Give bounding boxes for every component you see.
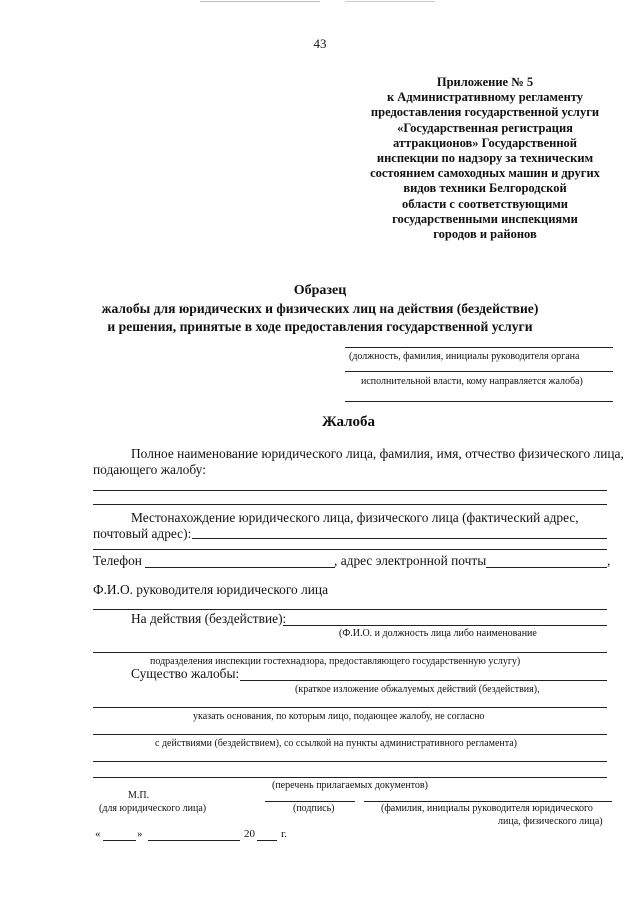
head-field[interactable] <box>93 609 607 610</box>
signature-field[interactable] <box>265 801 355 802</box>
sample-title: Образец <box>293 283 347 298</box>
name-hint-2: лица, физического лица) <box>498 816 603 827</box>
essence-hint-2: указать основания, по которым лицо, подающее жалобу, не согласно <box>193 711 485 722</box>
docs-field-1[interactable] <box>93 761 607 762</box>
docs-hint: (перечень прилагаемых документов) <box>272 780 428 791</box>
complaint-heading: Жалоба <box>322 414 376 430</box>
appendix-line: предоставления государственной услуги <box>370 105 600 120</box>
appendix-line: государственными инспекциями <box>392 211 578 226</box>
appendix-line: аттракционов» Государственной <box>392 135 577 150</box>
date-quote-close: » <box>137 828 143 840</box>
email-label: , адрес электронной почты <box>334 553 487 568</box>
essence-hint-1: (краткое изложение обжалуемых действий (бездействия), <box>295 684 540 695</box>
name-field[interactable] <box>364 801 612 802</box>
appendix-line: к Административному регламенту <box>386 90 583 105</box>
essence-field-2[interactable] <box>93 707 607 708</box>
fullname-label-2: подающего жалобу: <box>93 462 206 477</box>
addressee-field-1[interactable] <box>345 347 613 348</box>
essence-field[interactable] <box>240 680 607 681</box>
stamp-place-hint: (для юридического лица) <box>99 803 207 814</box>
sample-subtitle-1: жалобы для юридических и физических лиц на действия (бездействие) <box>101 301 539 316</box>
addressee-field-3[interactable] <box>345 401 613 402</box>
appendix-line: «Государственная регистрация <box>397 120 573 135</box>
actions-field[interactable] <box>283 625 607 626</box>
phone-label: Телефон <box>93 553 142 568</box>
date-year-suffix: г. <box>281 828 288 840</box>
location-label-1: Местонахождение юридического лица, физического лица (фактический адрес, <box>131 510 579 525</box>
email-field[interactable] <box>486 567 607 568</box>
addressee-field-2[interactable] <box>345 371 613 372</box>
stamp-place-label: М.П. <box>128 790 150 801</box>
actions-label: На действия (бездействие): <box>131 611 287 626</box>
page-number: 43 <box>313 36 327 51</box>
location-field-2[interactable] <box>93 549 607 550</box>
location-field-1[interactable] <box>192 538 607 539</box>
head-label: Ф.И.О. руководителя юридического лица <box>93 582 329 597</box>
fullname-field-1[interactable] <box>93 490 607 491</box>
appendix-line: состоянием самоходных машин и других <box>370 166 600 181</box>
actions-hint-1: (Ф.И.О. и должность лица либо наименование <box>339 628 537 639</box>
fullname-field-2[interactable] <box>93 504 607 505</box>
date-day-field[interactable] <box>103 840 136 841</box>
appendix-line: городов и районов <box>433 227 537 242</box>
appendix-line: Приложение № 5 <box>436 75 534 89</box>
phone-field[interactable] <box>145 567 335 568</box>
date-quote-open: « <box>95 828 101 840</box>
date-month-field[interactable] <box>148 840 240 841</box>
docs-field-2[interactable] <box>93 777 607 778</box>
scan-edge-marks <box>0 0 640 4</box>
email-comma: , <box>607 553 611 568</box>
signature-hint: (подпись) <box>293 803 335 814</box>
actions-field-2[interactable] <box>93 652 607 653</box>
essence-hint-3: с действиями (бездействием), со ссылкой на пункты административного регламента) <box>155 738 517 749</box>
addressee-hint-2: исполнительной власти, кому направляется жалоба) <box>361 376 583 387</box>
appendix-line: видов техники Белгородской <box>403 181 567 196</box>
essence-label: Существо жалобы: <box>131 666 240 681</box>
date-year-prefix: 20 <box>244 828 255 840</box>
sample-subtitle-2: и решения, принятые в ходе предоставления государственной услуги <box>107 319 533 334</box>
actions-hint-2: подразделения инспекции гостехнадзора, предоставляющего государственную услугу) <box>150 656 521 667</box>
essence-field-3[interactable] <box>93 734 607 735</box>
appendix-block <box>330 75 640 242</box>
addressee-hint-1: (должность, фамилия, инициалы руководителя органа <box>349 351 580 362</box>
appendix-line: инспекции по надзору за техническим <box>376 151 594 166</box>
fullname-label-1: Полное наименование юридического лица, фамилия, имя, отчество физического лица, <box>131 446 624 461</box>
name-hint-1: (фамилия, инициалы руководителя юридического <box>381 803 593 814</box>
location-label-2: почтовый адрес): <box>93 526 192 541</box>
date-year-field[interactable] <box>257 840 277 841</box>
appendix-line: области с соответствующими <box>401 196 569 211</box>
